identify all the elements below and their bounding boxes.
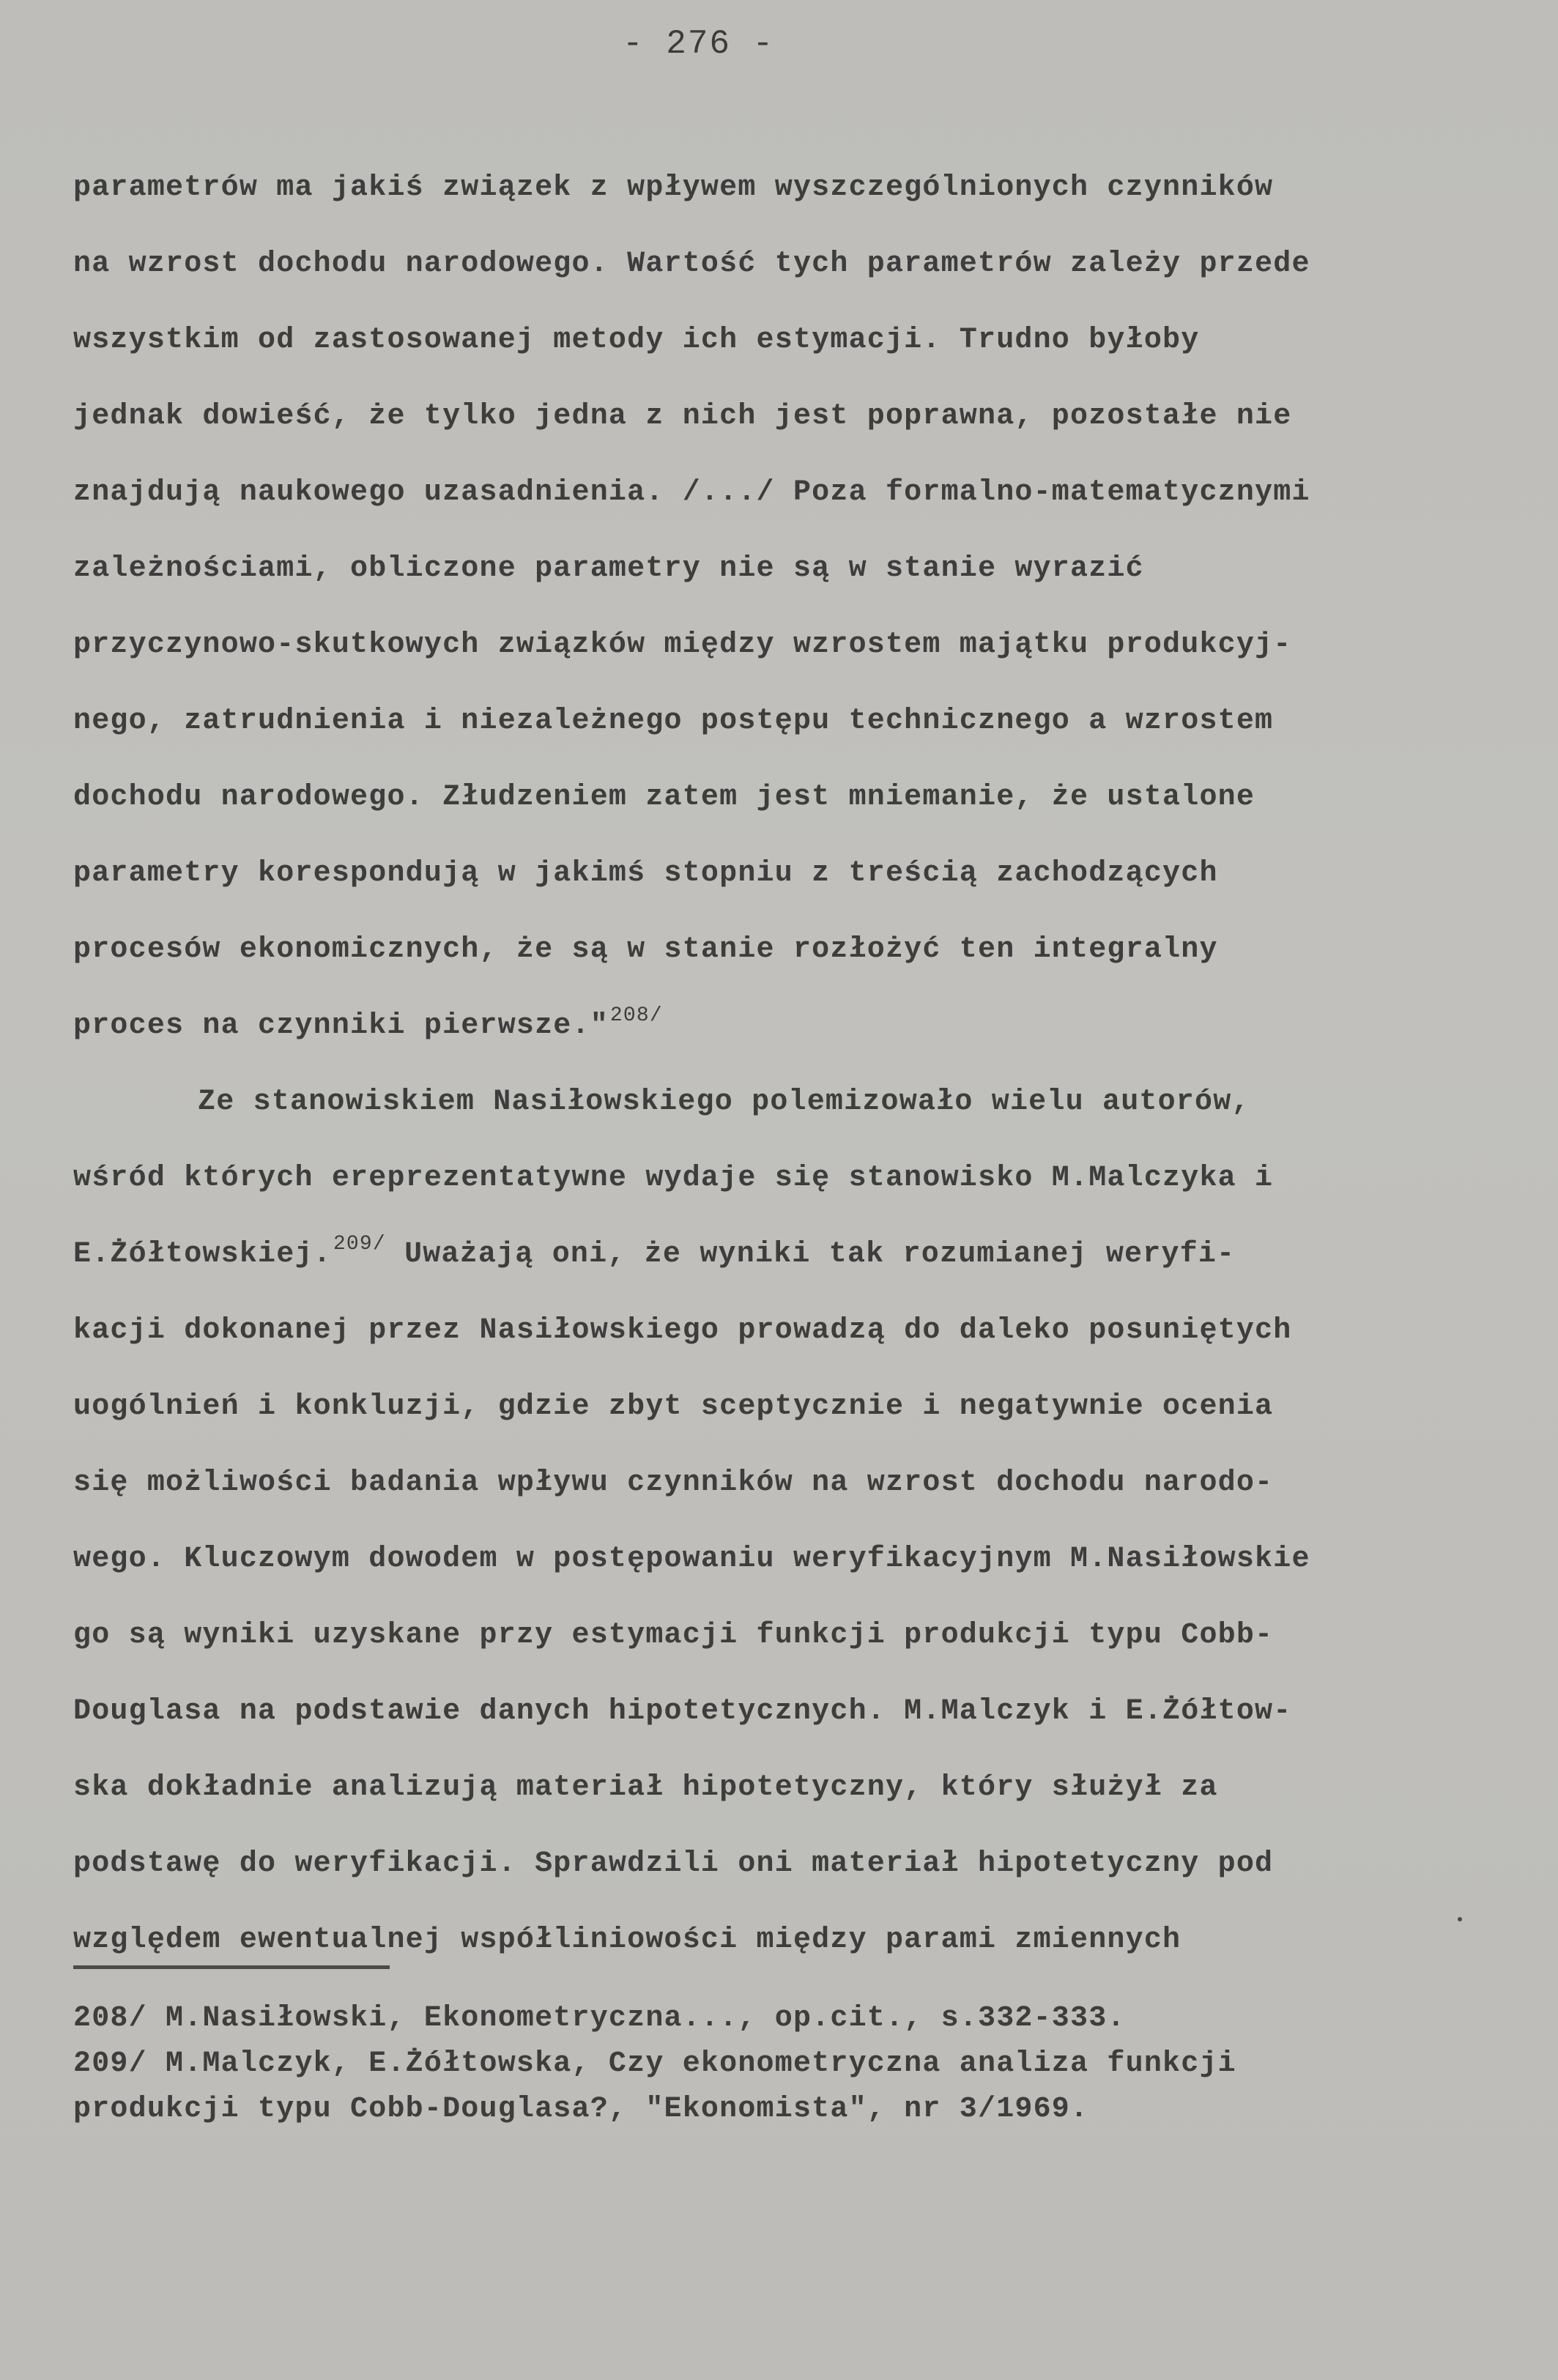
text-line bbox=[73, 760, 1546, 836]
footnote-reference: 209/ bbox=[333, 1233, 386, 1256]
text-line bbox=[73, 1826, 1546, 1902]
line-text: nego, zatrudnienia i niezależnego postępu technicznego a wzrostem bbox=[73, 705, 1274, 738]
footnote-reference: 208/ bbox=[609, 1004, 663, 1027]
line-text: podstawę do weryfikacji. Sprawdzili oni materiał hipotetyczny pod bbox=[73, 1847, 1274, 1880]
footnote-209-continued: produkcji typu Cobb-Douglasa?, "Ekonomista", nr 3/1969. bbox=[73, 2093, 1089, 2126]
text-line bbox=[73, 683, 1546, 760]
text-line bbox=[73, 1598, 1546, 1674]
footnote-209: 209/ M.Malczyk, E.Żółtowska, Czy ekonometryczna analiza funkcji bbox=[73, 2047, 1236, 2080]
line-text: E.Żółtowskiej. bbox=[73, 1238, 332, 1271]
text-line bbox=[73, 379, 1546, 455]
text-line bbox=[73, 988, 1546, 1064]
footnote-208: 208/ M.Nasiłowski, Ekonometryczna..., op.cit., s.332-333. bbox=[73, 2002, 1126, 2035]
text-line bbox=[73, 836, 1546, 912]
text-line bbox=[73, 303, 1546, 379]
text-line bbox=[73, 455, 1546, 531]
text-line bbox=[73, 531, 1546, 607]
text-line bbox=[73, 226, 1546, 303]
text-line bbox=[73, 1141, 1546, 1217]
line-text: go są wyniki uzyskane przy estymacji funkcji produkcji typu Cobb- bbox=[73, 1619, 1274, 1652]
line-text: dochodu narodowego. Złudzeniem zatem jest mniemanie, że ustalone bbox=[73, 781, 1255, 814]
line-text: wśród których ereprezentatywne wydaje się stanowisko M.Malczyka i bbox=[73, 1162, 1274, 1195]
text-line bbox=[73, 1445, 1546, 1521]
line-text: zależnościami, obliczone parametry nie są w stanie wyrazić bbox=[73, 552, 1144, 585]
line-text-continued: Uważają oni, że wyniki tak rozumianej weryfi- bbox=[385, 1238, 1236, 1271]
line-text: się możliwości badania wpływu czynników na wzrost dochodu narodo- bbox=[73, 1467, 1274, 1499]
text-line bbox=[73, 1369, 1546, 1445]
text-line bbox=[73, 1674, 1546, 1750]
text-line bbox=[73, 1521, 1546, 1598]
page-number: - 276 - bbox=[623, 25, 775, 63]
line-text: kacji dokonanej przez Nasiłowskiego prowadzą do daleko posuniętych bbox=[73, 1314, 1292, 1347]
scan-speck bbox=[1458, 1917, 1462, 1921]
text-line bbox=[73, 912, 1546, 988]
text-line bbox=[73, 607, 1546, 683]
text-line bbox=[73, 1064, 1546, 1141]
line-text: Douglasa na podstawie danych hipotetycznych. M.Malczyk i E.Żółtow- bbox=[73, 1695, 1292, 1728]
line-text: znajdują naukowego uzasadnienia. /.../ Poza formalno-matematycznymi bbox=[73, 476, 1310, 509]
line-text: jednak dowieść, że tylko jedna z nich jest poprawna, pozostałe nie bbox=[73, 400, 1292, 433]
body-text bbox=[73, 150, 1546, 1979]
footnotes bbox=[73, 1996, 1546, 2132]
text-line bbox=[73, 150, 1546, 226]
line-text: proces na czynniki pierwsze." bbox=[73, 1009, 609, 1042]
line-text: procesów ekonomicznych, że są w stanie rozłożyć ten integralny bbox=[73, 933, 1218, 966]
text-line bbox=[73, 1750, 1546, 1826]
line-text: ska dokładnie analizują materiał hipotetyczny, który służył za bbox=[73, 1771, 1218, 1804]
footnote-separator bbox=[73, 1965, 390, 1969]
line-text: Ze stanowiskiem Nasiłowskiego polemizowało wielu autorów, bbox=[198, 1086, 1250, 1119]
text-line bbox=[73, 1293, 1546, 1369]
line-text: parametrów ma jakiś związek z wpływem wyszczególnionych czynników bbox=[73, 171, 1274, 204]
line-text: względem ewentualnej współliniowości między parami zmiennych bbox=[73, 1924, 1182, 1957]
line-text: przyczynowo-skutkowych związków między wzrostem majątku produkcyj- bbox=[73, 629, 1292, 661]
line-text: na wzrost dochodu narodowego. Wartość tych parametrów zależy przede bbox=[73, 248, 1310, 281]
text-line bbox=[73, 1217, 1546, 1293]
line-text: wszystkim od zastosowanej metody ich estymacji. Trudno byłoby bbox=[73, 324, 1200, 357]
line-text: wego. Kluczowym dowodem w postępowaniu weryfikacyjnym M.Nasiłowskie bbox=[73, 1543, 1310, 1576]
line-text: parametry korespondują w jakimś stopniu z treścią zachodzących bbox=[73, 857, 1218, 890]
line-text: uogólnień i konkluzji, gdzie zbyt sceptycznie i negatywnie ocenia bbox=[73, 1390, 1274, 1423]
